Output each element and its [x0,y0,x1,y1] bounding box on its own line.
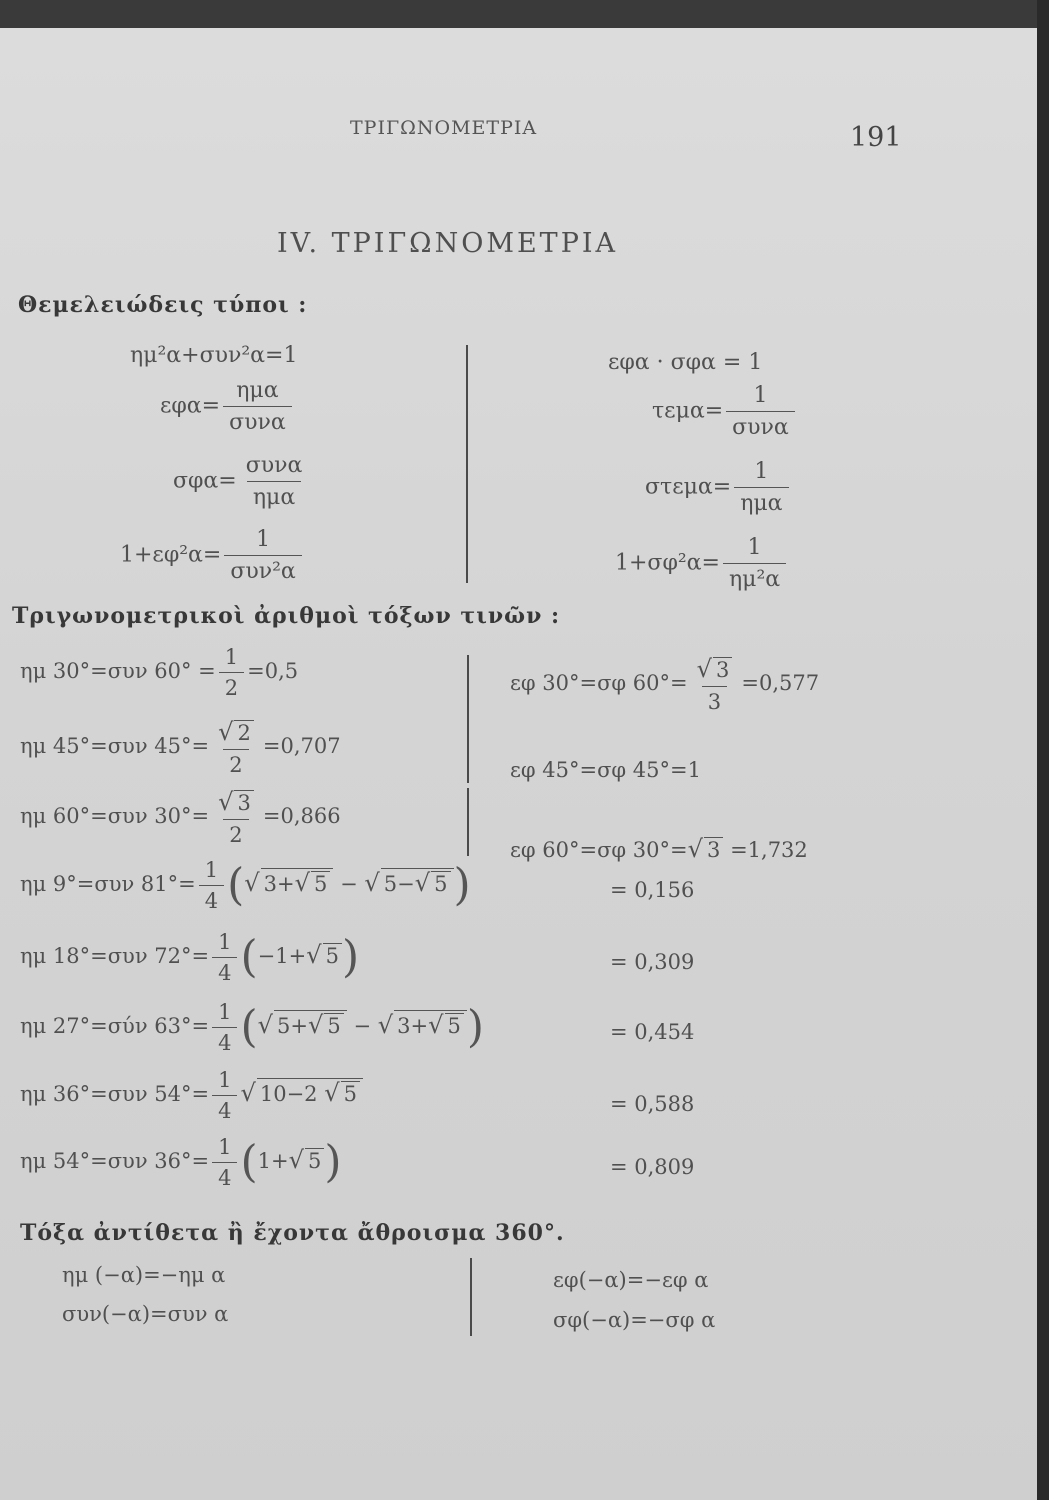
row-value: =0,707 [262,734,341,758]
numerator: 1 [204,858,219,882]
denominator: ημ²α [723,563,786,592]
page-edge [1037,0,1049,1500]
denominator: συνα [726,411,795,440]
fraction [212,1068,237,1123]
formula-cos-neg: συν(−α)=συν α [62,1302,229,1326]
row-sin-45 [20,718,341,777]
sqrt-sign: √ [288,1146,304,1174]
formula-tan-neg: εφ(−α)=−εφ α [553,1268,709,1292]
section-heading-basic-formulas: Θεμελειώδεις τύποι : [18,292,308,318]
formula-one-plus-cot-squared [615,535,789,592]
fraction [212,718,260,777]
row-lhs: ημ 30°=συν 60° = [20,659,216,683]
row-sin-36 [20,1068,720,1138]
radicand [274,1010,347,1039]
row-lhs: ημ 27°=σύν 63°= [20,1014,210,1038]
sqrt-sign: √ [377,1011,394,1039]
denominator: 2 [223,819,248,847]
open-paren: ( [227,859,245,911]
formula-sin-neg: ημ (−α)=−ημ α [62,1263,226,1287]
inner-radicand: 5 [431,871,450,896]
row-sin-60 [20,788,341,847]
radicand-part: 5− [383,872,415,896]
radicand [261,868,334,897]
minus-sign: − [340,872,358,896]
denominator: ημα [247,481,301,510]
numerator [212,788,260,819]
sqrt-sign: √ [218,788,234,816]
row-sin-9 [20,858,720,928]
close-paren: ) [341,931,360,983]
row-sin-54 [20,1135,720,1205]
fraction [223,378,292,435]
sqrt-sign: √ [308,1011,324,1039]
numerator: 1 [218,1000,232,1024]
radicand [381,868,454,897]
inner-radicand: 5 [445,1013,464,1038]
row-lhs: ημ 18°=συν 72°= [20,944,210,968]
denominator: 2 [223,749,248,777]
open-paren: ( [240,1136,258,1188]
running-title: ΤΡΙΓΩΝΟΜΕΤΡΙΑ [350,117,538,139]
formula-tangent [160,378,295,435]
formula-lhs: σφα= [173,468,237,494]
fraction [224,527,301,584]
row-sin-27 [20,1000,720,1070]
radicand [394,1010,467,1039]
chapter-title: IV. ΤΡΙΓΩΝΟΜΕΤΡΙΑ [277,228,619,259]
row-tan-30 [510,655,819,714]
denominator: 4 [212,1095,237,1123]
page-number: 191 [850,122,902,153]
row-lhs: ημ 9°=συν 81°= [20,872,196,896]
fraction [212,930,237,985]
formula-cosecant [645,459,792,516]
sqrt-sign: √ [687,835,703,863]
close-paren: ) [466,1001,485,1053]
radicand: 5 [323,943,342,968]
formula-secant [652,383,798,440]
close-paren: ) [453,859,471,911]
fraction [219,645,244,700]
radicand-part: 3+ [397,1014,429,1038]
numerator: 1 [218,1135,232,1159]
sqrt-sign: √ [696,655,712,683]
sqrt-sign: √ [244,869,260,897]
numerator: 1 [218,1068,232,1092]
row-value: = 0,156 [610,878,695,902]
fraction [212,1135,237,1190]
radicand-part: 5+ [277,1014,308,1038]
sqrt-sign: √ [257,1011,274,1039]
column-divider [470,1258,472,1336]
fraction [240,453,309,510]
numerator: 1 [256,527,271,552]
formula-pythagorean: ημ²α+συν²α=1 [130,343,298,368]
sqrt-sign: √ [240,1079,256,1107]
denominator: 4 [212,1162,237,1190]
row-sin-18 [20,930,720,1000]
sqrt-sign: √ [294,869,311,897]
fraction [734,459,788,516]
fraction [212,1000,237,1055]
close-paren: ) [324,1136,342,1188]
fraction [212,788,260,847]
formula-tan-cot-product: εφα · σφα = 1 [608,350,763,375]
denominator: 4 [199,885,224,913]
formula-lhs: τεμα= [652,398,724,424]
numerator: συνα [245,453,303,478]
row-value: =0,577 [741,671,820,695]
column-divider [467,788,469,856]
radicand-part: 3+ [263,872,295,896]
inner-term: −1+ [257,944,307,968]
radicand: 2 [234,720,253,745]
sqrt-sign: √ [428,1011,444,1039]
radicand [257,1078,363,1107]
radicand: 3 [713,657,732,682]
denominator: 3 [702,686,727,714]
row-value: = 0,309 [610,950,695,974]
sqrt-sign: √ [306,941,322,969]
inner-radicand: 5 [311,871,330,896]
fraction [726,383,795,440]
denominator: 2 [219,672,244,700]
row-lhs: ημ 36°=συν 54°= [20,1082,210,1106]
minus-sign: − [353,1014,372,1038]
row-lhs: εφ 30°=σφ 60°= [510,671,688,695]
row-lhs: ημ 60°=συν 30°= [20,804,210,828]
sqrt-sign: √ [364,869,380,897]
denominator: 4 [212,1027,237,1055]
formula-lhs: εφα= [160,393,221,419]
row-lhs: ημ 45°=συν 45°= [20,734,210,758]
numerator [212,718,260,749]
radicand-part: 10−2 [259,1082,318,1106]
formula-cotangent [173,453,311,510]
numerator: 1 [218,930,232,954]
row-value: = 0,588 [610,1092,695,1116]
sqrt-sign: √ [218,718,234,746]
radicand: 3 [704,837,723,862]
denominator: 4 [212,957,237,985]
fraction [199,858,224,913]
denominator: ημα [734,487,788,516]
formula-cot-neg: σφ(−α)=−σφ α [553,1308,716,1332]
row-value: = 0,454 [610,1020,695,1044]
radicand: 3 [234,790,253,815]
fraction [723,535,786,592]
numerator: ημα [236,378,279,403]
section-heading-special-angles: Τριγωνομετρικοὶ ἀριθμοὶ τόξων τινῶν : [12,603,561,629]
numerator: 1 [224,645,239,669]
row-value: =0,5 [247,659,299,683]
row-value: =0,866 [262,804,341,828]
denominator: συνα [223,406,292,435]
row-lhs: ημ 54°=συν 36°= [20,1149,210,1173]
open-paren: ( [240,931,258,983]
sqrt-sign: √ [324,1079,340,1107]
denominator: συν²α [224,555,301,584]
inner-radicand: 5 [341,1081,360,1106]
sqrt-sign: √ [414,869,431,897]
formula-lhs: στεμα= [645,474,732,500]
fraction [691,655,739,714]
row-sin-30 [20,645,298,700]
inner-radicand: 5 [324,1013,343,1038]
row-tan-45: εφ 45°=σφ 45°=1 [510,758,701,782]
row-value: =1,732 [730,838,808,862]
numerator: 1 [753,383,768,408]
inner-term: 1+ [257,1149,289,1173]
column-divider [467,655,469,783]
section-heading-opposite-arcs: Τόξα ἀντίθετα ἢ ἔχοντα ἄθροισμα 360°. [20,1220,565,1246]
row-value: = 0,809 [610,1155,695,1179]
numerator: 1 [747,535,762,560]
open-paren: ( [240,1001,258,1053]
radicand: 5 [305,1148,324,1173]
numerator [691,655,739,686]
formula-one-plus-tan-squared [120,527,305,584]
formula-lhs: 1+σφ²α= [615,550,720,576]
row-lhs: εφ 60°=σφ 30°= [510,838,688,862]
numerator: 1 [754,459,769,484]
column-divider [466,345,468,583]
formula-lhs: 1+εφ²α= [120,542,222,568]
